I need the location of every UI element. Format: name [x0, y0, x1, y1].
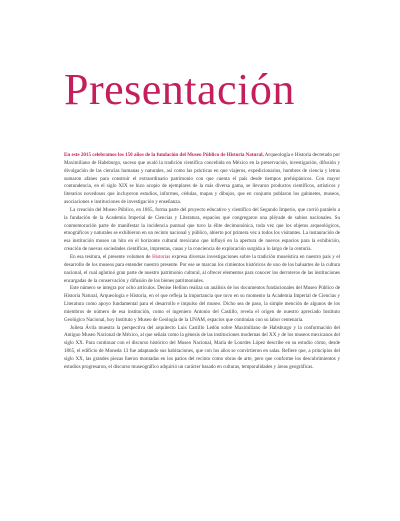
journal-name: Historias: [152, 253, 171, 260]
paragraph-text: En esa tesitura, el presente volumen de: [70, 253, 153, 260]
page-title: Presentación: [64, 65, 295, 114]
paragraph-lead: En este 2015 celebramos los 150 años de la fundación del Museo Público de Historia Natural,: [64, 152, 264, 158]
paragraph-2: [64, 207, 340, 254]
paragraph-text: Arqueología e Historia decretado por Maximiliano de Habsburgo, suceso que avaló la tradición científica concebida en México en la preservación, investigación, difusión y divulgación de las ciencias humanas y naturales, así como las prácticas en que viajeros, expedicionarios, hombres de ciencia y letras sumaron afanes para construir el extraordinario patrimonio con que cuenta el país desde tiempos prehispánicos. Con mayor contundencia, en el siglo XIX se hizo acopio de ejemplares de la más diversa gama, se llevaron productos científicos, artísticos y literarios novedosos que incluyeron estudios, informes, cédulas, mapas y dibujos, que en conjunto poblaron los gabinetes, museos, asociaciones e instituciones de investigación y enseñanza.: [64, 152, 340, 206]
paragraph-text: La creación del Museo Público, en 1865, forma parte del proyecto educativo y científico del Segundo Imperio, que corrió paralelo a la fundación de la Academia Imperial de Ciencias y Literatura, espacios que congregaron una pléyade de sabios nacionales. Su conmemoración parte de manifestar la incidencia puntual que tuvo la élite decimonónica, toda vez que los objetos arqueológicos, etnográficos y naturales se exhibieron en un recinto nacional y público, abierto por primera vez a todos los visitantes. La instauración de esa institución museo un hito en el horizonte cultural mexicano que influyó en la apertura de nuevos espacios para la exhibición, creación de nuevas sociedades científicas, imprentas, casas y la conciencia de exploración surgida a lo largo de la centuria.: [64, 206, 340, 253]
article-body: [64, 152, 340, 372]
paragraph-5: [64, 325, 340, 372]
paragraph-1: [64, 152, 340, 207]
paragraph-text-continued: expresa diversas investigaciones sobre la tradición museística en nuestro país y el desarrollo de los museos para entender nuestro presente. Por ese se marcan los cimientos históricos de uno de los baluartes de la cultura nacional, el cual aglutinó gran parte de nuestro patrimonio cultural, al ofrecer elementos para conocer los derroteros de las instituciones encargadas de la conservación y difusión de los bienes patrimoniales.: [64, 253, 340, 284]
paragraph-text: Julieta Ávila muestra la perspectiva del arquitecto Luis Castillo Ledón sobre Maximiliano de Habsburgo y la conformación del Antiguo Museo Nacional de México, al que señala como la génesis de las instituciones modernas del XX y de los museos mexicanos del siglo XX. Para continuar con el discurso histórico del Museo Nacional, María de Lourdes López describe en su estudio cómo, desde 1865, el edificio de Moneda 13 fue adaptando sus habitaciones, que con los años se convirtieron en salas. Refiere que, a principios del siglo XX, las grandes piezas fueron montadas en los patios del recinto como obras de arte, pero que conforme los descubrimientos y estudios progresaron, el discurso museográfico adquirió un carácter basado en culturas, temporalidades y áreas geográficas.: [64, 324, 340, 370]
paragraph-3: [64, 254, 340, 285]
paragraph-text: Este número se integra por ocho artículos. Denise Hellion realiza un análisis de los documentos fundacionales del Museo Público de Historia Natural, Arqueología e Historia, en el que refleja la importancia que tuvo en su momento la Academia Imperial de Ciencias y Literatura como apoyo fundamental para el desarrollo e impulso del museo. Dicho sea de paso, la simple mención de algunos de los miembros de número de esa institución, como el ingeniero Antonio del Castillo, revela el origen de nuestro apreciado Instituto Geológico Nacional, hoy Instituto y Museo de Geología de la UNAM, espacios que continúan con su labor centenaria.: [64, 285, 340, 323]
paragraph-4: [64, 285, 340, 324]
